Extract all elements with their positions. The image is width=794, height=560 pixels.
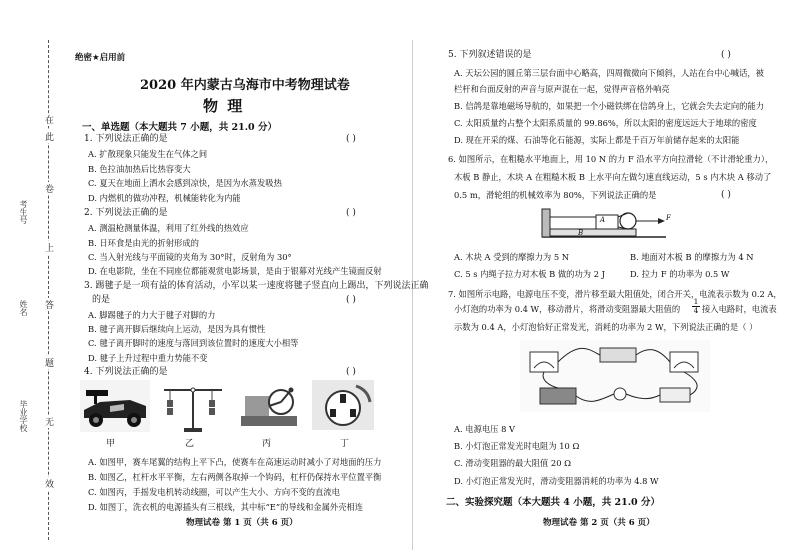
block-a-label: A	[600, 216, 606, 224]
q7-option-b: B. 小灯泡正常发光时电阻为 10 Ω	[454, 441, 580, 451]
seal-char: 卷	[45, 182, 54, 195]
question-7-stem-cont: 小灯泡的功率为 0.4 W，移动滑片，将滑动变阻器最大阻值的	[454, 304, 681, 314]
question-6-stem: 6. 如图所示，在粗糙水平地面上，用 10 N 的力 F 沿水平方向拉滑轮（不计滑轮重力），	[448, 154, 774, 164]
seal-char: 效	[45, 477, 54, 490]
q3-option-b: B. 毽子离开脚后继续向上运动，是因为具有惯性	[88, 324, 266, 334]
q5-option-a: A. 天坛公园的圆丘第三层台面中心略高，四周微微向下倾斜，人站在台中心喊话，被	[454, 68, 764, 78]
question-3-stem-cont: 的是	[92, 295, 111, 305]
q3-option-a: A. 脚踢毽子的力大于毽子对脚的力	[88, 310, 216, 320]
q5-option-d: D. 现在开采的煤、石油等化石能源，实际上都是千百万年前储存起来的太阳能	[454, 135, 740, 145]
answer-paren: ( )	[346, 295, 356, 305]
seal-char: 答	[45, 298, 54, 311]
answer-paren: ( )	[721, 190, 731, 200]
q7-option-a: A. 电源电压 8 V	[454, 424, 515, 434]
question-7-stem-cont: 示数为 0.4 A，小灯泡恰好正常发光，消耗的功率为 2 W，下列说法正确的是（ ）	[454, 322, 758, 332]
board-b-label: B	[578, 229, 584, 237]
q4-option-a: A. 如图甲，赛车尾翼的结构上平下凸，使赛车在高速运动时减小了对地面的压力	[88, 457, 382, 467]
q6-option-b: B. 地面对木板 B 的摩擦力为 4 N	[630, 252, 754, 262]
q5-option-a-cont: 栏杆和台面反射的声音与原声混在一起，觉得声音格外响亮	[454, 84, 670, 94]
exam-number-label: 考生号	[19, 200, 28, 224]
q4-option-b: B. 如图乙，杠杆水平平衡，左右两侧各取掉一个钩码，杠杆仍保持水平位置平衡	[88, 472, 382, 482]
exam-title: 2020 年内蒙古乌海市中考物理试卷	[140, 78, 350, 93]
q1-option-d: D. 内燃机的做功冲程，机械能转化为内能	[88, 193, 241, 203]
question-6-stem-cont: 木板 B 静止，木块 A 在粗糙木板 B 上水平向左做匀速直线运动，5 s 内木块 A 移动了	[454, 172, 772, 182]
answer-paren: ( )	[346, 134, 356, 144]
page-footer-2: 物理试卷 第 2 页（共 6 页）	[543, 518, 655, 528]
q6-option-a: A. 木块 A 受到的摩擦力为 5 N	[454, 252, 570, 262]
seal-char: 此	[45, 130, 54, 143]
q5-option-b: B. 信鸽是靠地磁场导航的，如果把一个小磁铁绑在信鸽身上，它就会失去定向的能力	[454, 101, 765, 111]
q3-option-d: D. 毽子上升过程中重力势能不变	[88, 353, 208, 363]
seal-char: 无	[45, 415, 54, 428]
secret-label: 绝密★启用前	[75, 53, 126, 63]
seal-char: 在	[45, 113, 54, 126]
q1-option-b: B. 色拉油加热后比热容变大	[88, 164, 191, 174]
race-car-figure	[80, 380, 150, 432]
three-pin-plug-figure	[312, 380, 374, 430]
student-name-label: 姓名	[19, 300, 28, 316]
pulley-board-figure	[538, 203, 674, 241]
figure-label-ding: 丁	[340, 439, 350, 449]
q7-option-c: C. 滑动变阻器的最大阻值 20 Ω	[454, 458, 572, 468]
q2-option-b: B. 日环食是由光的折射形成的	[88, 238, 199, 248]
q3-option-c: C. 毽子离开脚时的速度与落回到该位置时的速度大小相等	[88, 338, 299, 348]
q2-option-c: C. 当入射光线与平面镜的夹角为 30°时，反射角为 30°	[88, 252, 292, 262]
answer-paren: ( )	[346, 367, 356, 377]
lever-figure	[162, 380, 224, 434]
force-f-label: F	[666, 214, 671, 222]
q1-option-a: A. 扩散现象只能发生在气体之间	[88, 149, 208, 159]
section-heading-experiment: 二、实验探究题（本大题共 4 小题，共 21.0 分）	[446, 497, 660, 508]
figure-label-bing: 丙	[262, 439, 272, 449]
circuit-figure	[520, 340, 710, 412]
section-heading-single-choice: 一、单选题（本大题共 7 小题，共 21.0 分）	[82, 122, 277, 133]
q2-option-a: A. 测温枪测量体温，利用了红外线的热效应	[88, 223, 249, 233]
seal-char: 题	[45, 356, 54, 369]
school-label: 毕业学校	[19, 400, 28, 432]
q7-option-d: D. 小灯泡正常发光时，滑动变阻器消耗的功率为 4.8 W	[454, 476, 659, 486]
question-1-stem: 1. 下列说法正确的是	[84, 134, 168, 144]
question-6-stem-cont: 0.5 m，滑轮组的机械效率为 80%，下列说法正确的是	[454, 190, 657, 200]
q6-option-c: C. 5 s 内绳子拉力对木板 B 做的功为 2 J	[454, 269, 605, 279]
q5-option-c: C. 太阳质量约占整个太阳系质量的 99.86%，所以太阳的密度远远大于地球的密度	[454, 118, 757, 128]
q2-option-d: D. 在电影院，坐在不同座位都能观赏电影场景，是由于银幕对光线产生镜面反射	[88, 266, 382, 276]
q1-option-c: C. 夏天在地面上洒水会感到凉快，是因为水蒸发吸热	[88, 178, 282, 188]
page-footer-1: 物理试卷 第 1 页（共 6 页）	[186, 518, 298, 528]
answer-paren: ( )	[346, 208, 356, 218]
figure-label-jia: 甲	[106, 439, 116, 449]
question-3-stem: 3. 踢毽子是一项有益的体育活动，小军以某一速度将毽子竖直向上踢出，下列说法正确	[84, 281, 429, 291]
page-divider	[412, 40, 413, 550]
fraction-denominator: 4	[693, 306, 699, 315]
q4-option-d: D. 如图丁，洗衣机的电源插头有三根线，其中标“E”的导线和金属外壳相连	[88, 502, 364, 512]
q4-option-c: C. 如图丙，手摇发电机转动线圈，可以产生大小、方向不变的直流电	[88, 487, 340, 497]
question-4-stem: 4. 下列说法正确的是	[84, 367, 168, 377]
answer-paren: ( )	[721, 50, 731, 60]
q6-option-d: D. 拉力 F 的功率为 0.5 W	[630, 269, 730, 279]
seal-char: 上	[45, 241, 54, 254]
fraction-one-quarter	[692, 298, 700, 315]
binding-margin	[0, 0, 70, 560]
hand-generator-figure	[237, 380, 301, 432]
question-7-stem-cont: 接入电路时，电流表	[702, 304, 777, 314]
question-2-stem: 2. 下列说法正确的是	[84, 208, 168, 218]
figure-label-yi: 乙	[185, 439, 195, 449]
subject-heading: 物 理	[203, 97, 245, 115]
question-7-stem: 7. 如图所示电路，电源电压不变，滑片移至最大阻值处，闭合开关，电流表示数为 0.2 A，	[448, 289, 782, 299]
fraction-numerator: 1	[693, 297, 699, 306]
question-5-stem: 5. 下列叙述错误的是	[448, 50, 532, 60]
